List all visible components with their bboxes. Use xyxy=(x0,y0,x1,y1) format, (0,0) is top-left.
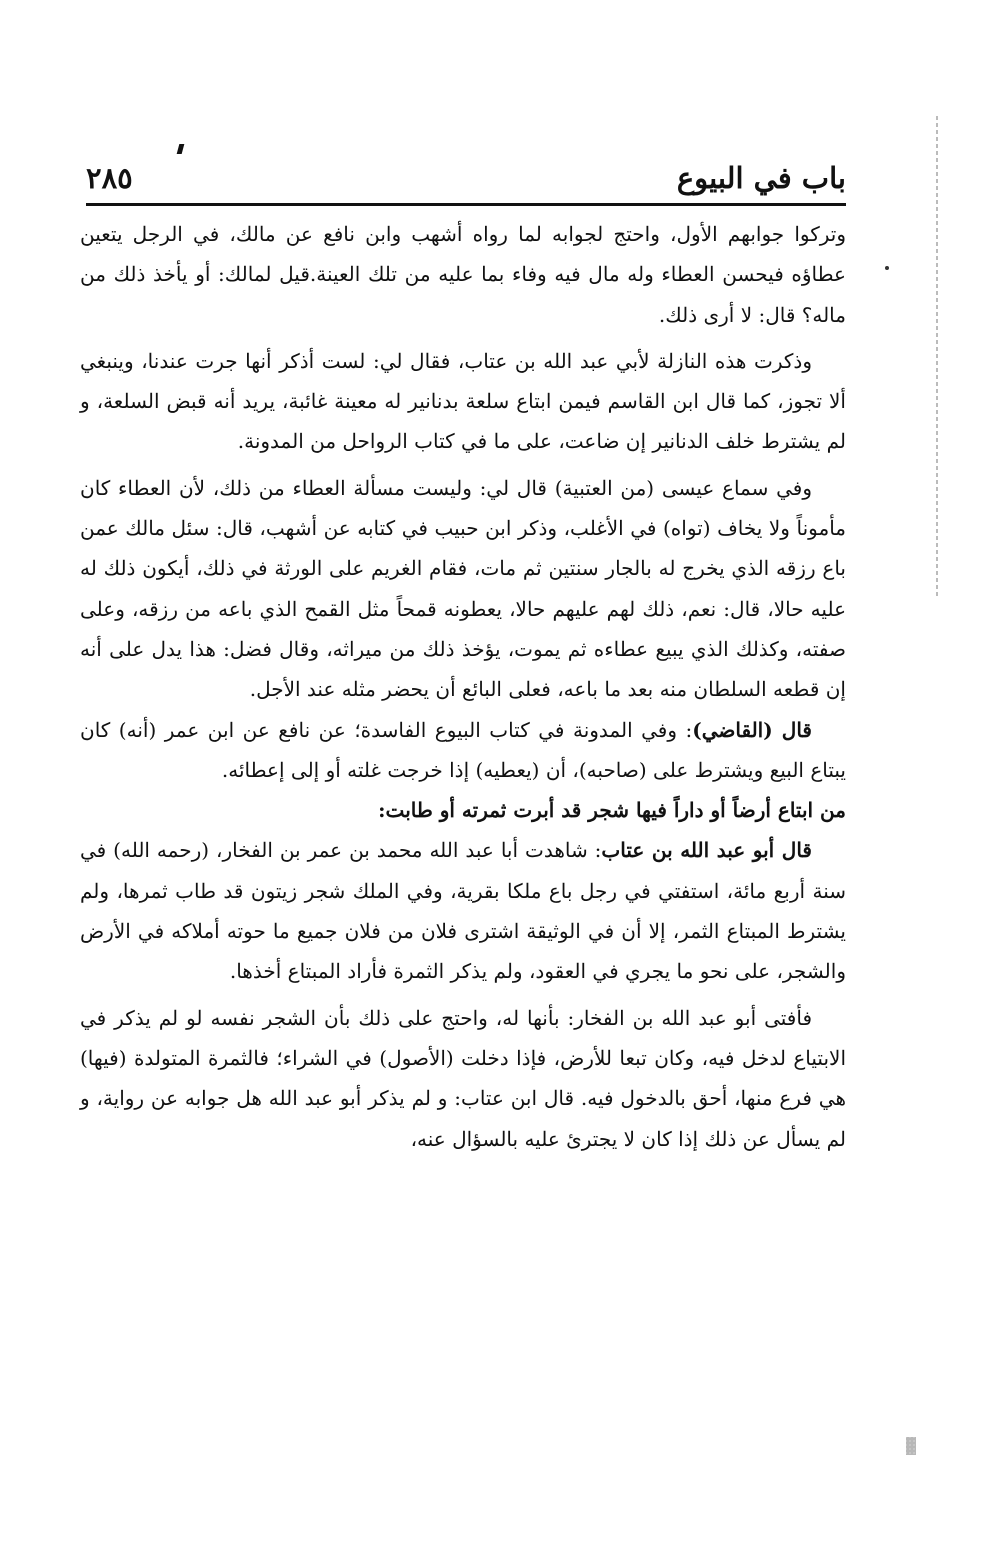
paragraph-4-lead: قال (القاضي) xyxy=(692,717,812,742)
paragraph-5-lead: قال أبو عبد الله بن عتاب xyxy=(601,838,812,863)
page-number: ٢٨٥ xyxy=(86,161,133,195)
paragraph-5 xyxy=(80,830,846,991)
section-heading: من ابتاع أرضاً أو داراً فيها شجر قد أبرت ثمرته أو طابت: xyxy=(378,798,846,823)
paragraph-6: فأفتى أبو عبد الله بن الفخار: بأنها له، واحتج على ذلك بأن الشجر نفسه لو لم يذكر في الابتياع لدخل فيه، وكان تبعا للأرض، فإذا دخلت (الأصول) في الشراء؛ فالثمرة المتولدة (فيها) هي فرع منها، أحق بالدخول فيه. قال ابن عتاب: و لم يذكر أبو عبد الله هل جوابه عن رواية، و لم يسأل عن ذلك إذا كان لا يجترئ عليه بالسؤال عنه، xyxy=(80,1005,846,1151)
body-text xyxy=(80,214,846,1159)
corner-smudge xyxy=(906,1437,916,1455)
paragraph-4 xyxy=(80,710,846,791)
paragraph-1: وتركوا جوابهم الأول، واحتج لجوابه لما رواه أشهب وابن نافع عن مالك، في الرجل يتعين عطاؤه فيحسن العطاء وله مال فيه وفاء بما عليه من تلك العينة.قيل لمالك: أو يأخذ ذلك من ماله؟ قال: لا أرى ذلك. xyxy=(80,222,846,327)
header-rule xyxy=(86,203,846,206)
chapter-title: باب في البيوع xyxy=(676,161,846,195)
ink-tick-mark xyxy=(177,144,185,154)
paragraph-2: وذكرت هذه النازلة لأبي عبد الله بن عتاب، فقال لي: لست أذكر أنها جرت عندنا، وينبغي ألا تجوز، كما قال ابن القاسم فيمن ابتاع سلعة بدنانير له معينة غائبة، يريد أنه قبض السلعة، و لم يشترط خلف الدنانير إن ضاعت، على ما في كتاب الرواحل من المدونة. xyxy=(80,348,846,454)
paragraph-5-rest: : شاهدت أبا عبد الله محمد بن عمر بن الفخار، (رحمه الله) في سنة أربع مائة، استفتي في رجل باع ملكا بقرية، وفي الملك شجر زيتون قد طاب ثمرها، ولم يشترط المبتاع الثمر، إلا أن في الوثيقة اشترى فلان من فلان جميع ما حوته أملاكه في الأرض والشجر، على نحو ما يجري في العقود، ولم يذكر الثمرة فأراد المبتاع أخذها. xyxy=(80,838,846,984)
paragraph-4-rest: : وفي المدونة في كتاب البيوع الفاسدة؛ عن نافع عن ابن عمر (أنه) كان يبتاع البيع ويشترط على (صاحبه)، أن (يعطيه) إذا خرجت غلته أو إلى إعطائه. xyxy=(80,717,846,782)
page-edge-shadow xyxy=(936,116,938,596)
ink-dot xyxy=(885,266,889,270)
paragraph-3: وفي سماع عيسى (من العتبية) قال لي: وليست مسألة العطاء من ذلك، لأن العطاء كان مأموناً ولا يخاف (تواه) في الأغلب، وذكر ابن حبيب في كتابه عن أشهب، قال: سئل مالك عمن باع رزقه الذي يخرج له بالجار سنتين ثم مات، فقام الغريم على الورثة في ذلك، أيكون ذلك له عليه حالا، قال: نعم، ذلك لهم عليهم حالا، يعطونه قمحاً مثل القمح الذي باعه من رزقه، وعلى صفته، وكذلك الذي يبيع عطاءه ثم يموت، يؤخذ ذلك من ميراثه، وقال فضل: هذا يدل على أنه إن قطعه السلطان منه بعد ما باعه، فعلى البائع أن يحضر مثله عند الأجل. xyxy=(80,475,846,702)
page-header xyxy=(86,158,846,198)
